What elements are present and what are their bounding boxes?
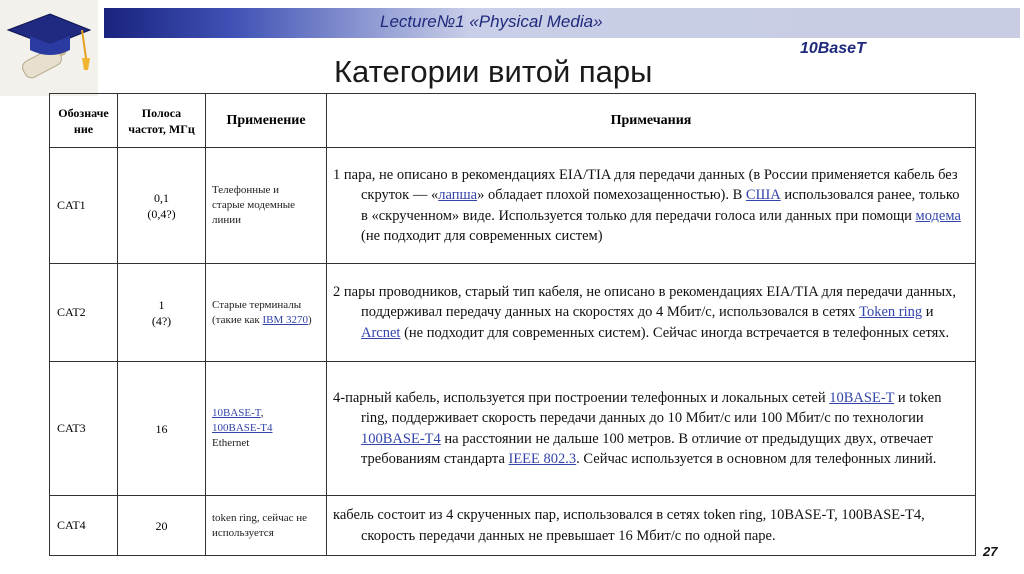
graduation-cap-icon [0, 0, 98, 96]
cell-application: Телефонные и старые модемные линии [206, 148, 327, 264]
bandwidth-value: 1 [158, 297, 165, 312]
notes-text: . Сейчас используется в основном для телефонных линий. [576, 451, 937, 467]
notes-text: 4-парный кабель, используется при построении телефонных и локальных сетей [333, 389, 830, 406]
table-row [50, 496, 976, 556]
header-application: Применение [206, 94, 327, 148]
notes-text: (не подходит для современных систем). Сейчас иногда встречается в телефонных сетях. [400, 324, 950, 341]
topic-tag: 10BaseT [800, 40, 866, 57]
cell-notes [327, 148, 976, 264]
application-text: , [260, 407, 264, 419]
link-ibm-3270[interactable]: IBM 3270 [262, 313, 309, 326]
graduation-logo [0, 0, 98, 96]
link-usa[interactable]: США [745, 187, 781, 203]
notes-text: использовался ранее, только в «скрученном» виде. Используется только для передачи голоса или данных при помощи [361, 187, 960, 224]
lecture-title: Lecture№1 «Physical Media» [380, 12, 603, 31]
notes-text: 2 пары проводников, старый тип кабеля, не описано в рекомендациях EIA/TIA для передачи данных, поддерживал передачу данных на скоростях до 4 Мбит/с, использовался в сетях [333, 283, 956, 321]
page-number: 27 [983, 544, 998, 559]
application-text: Ethernet [212, 437, 250, 449]
cell-bandwidth [118, 362, 206, 496]
cell-application [206, 362, 327, 496]
bandwidth-value: 20 [155, 518, 168, 533]
page-title: Категории витой пары [334, 54, 653, 89]
categories-table [49, 93, 976, 556]
table-row [50, 148, 976, 264]
cell-notes [327, 496, 976, 556]
header-bandwidth: Полоса частот, МГц [118, 94, 206, 148]
table-row [50, 362, 976, 496]
link-10base-t[interactable]: 10BASE-T [212, 407, 261, 419]
notes-text: (не подходит для современных систем) [361, 228, 603, 244]
cell-designation: CAT3 [50, 362, 118, 496]
link-100base-t4[interactable]: 100BASE-T4 [212, 422, 273, 434]
application-text: ) [308, 313, 312, 326]
application-text: Старые терминалы (такие как [212, 298, 302, 326]
cell-designation: CAT1 [50, 148, 118, 264]
cell-bandwidth [118, 148, 206, 264]
table-header-row [50, 94, 976, 148]
header-notes: Примечания [327, 94, 976, 148]
cell-bandwidth [118, 264, 206, 362]
cell-application [206, 264, 327, 362]
link-lapsha[interactable]: лапша [438, 187, 478, 203]
notes-text: на расстоянии не дальше 100 метров. В отличие от предыдущих двух, отвечает требованиям стандарта [361, 430, 933, 467]
notes-text: и token ring, поддерживает скорость передачи данных до 10 Мбит/с или 100 Мбит/с по технологии [361, 389, 942, 426]
notes-text: » обладает плохой помехозащенностью). В [477, 187, 746, 203]
link-arcnet[interactable]: Arcnet [361, 324, 401, 341]
header-designation: Обозначение [50, 94, 118, 148]
notes-text: кабель состоит из 4 скрученных пар, использовался в сетях token ring, 10BASE-T, 100BASE-T4, скорость передачи данных не превышает 16 Мбит/с по одной паре. [333, 507, 925, 544]
bandwidth-alt: (4?) [151, 313, 172, 328]
notes-text: и [922, 304, 934, 321]
link-ieee-802-3[interactable]: IEEE 802.3 [508, 451, 577, 467]
cell-designation: CAT2 [50, 264, 118, 362]
link-modem[interactable]: модема [915, 207, 961, 224]
cell-bandwidth [118, 496, 206, 556]
cell-designation: CAT4 [50, 496, 118, 556]
cell-application: token ring, сейчас не используется [206, 496, 327, 556]
bandwidth-value: 0,1 [154, 190, 169, 205]
cell-notes [327, 264, 976, 362]
link-10base-t[interactable]: 10BASE-T [829, 389, 895, 406]
notes-text: 1 пара, не описано в рекомендациях EIA/TIA для передачи данных (в России применяется кабель без скруток — « [333, 166, 958, 203]
bandwidth-alt: (0,4?) [147, 206, 176, 221]
link-100base-t4[interactable]: 100BASE-T4 [361, 430, 441, 447]
link-token-ring[interactable]: Token ring [859, 304, 923, 321]
bandwidth-value: 16 [155, 421, 168, 436]
cell-notes [327, 362, 976, 496]
table-row [50, 264, 976, 362]
